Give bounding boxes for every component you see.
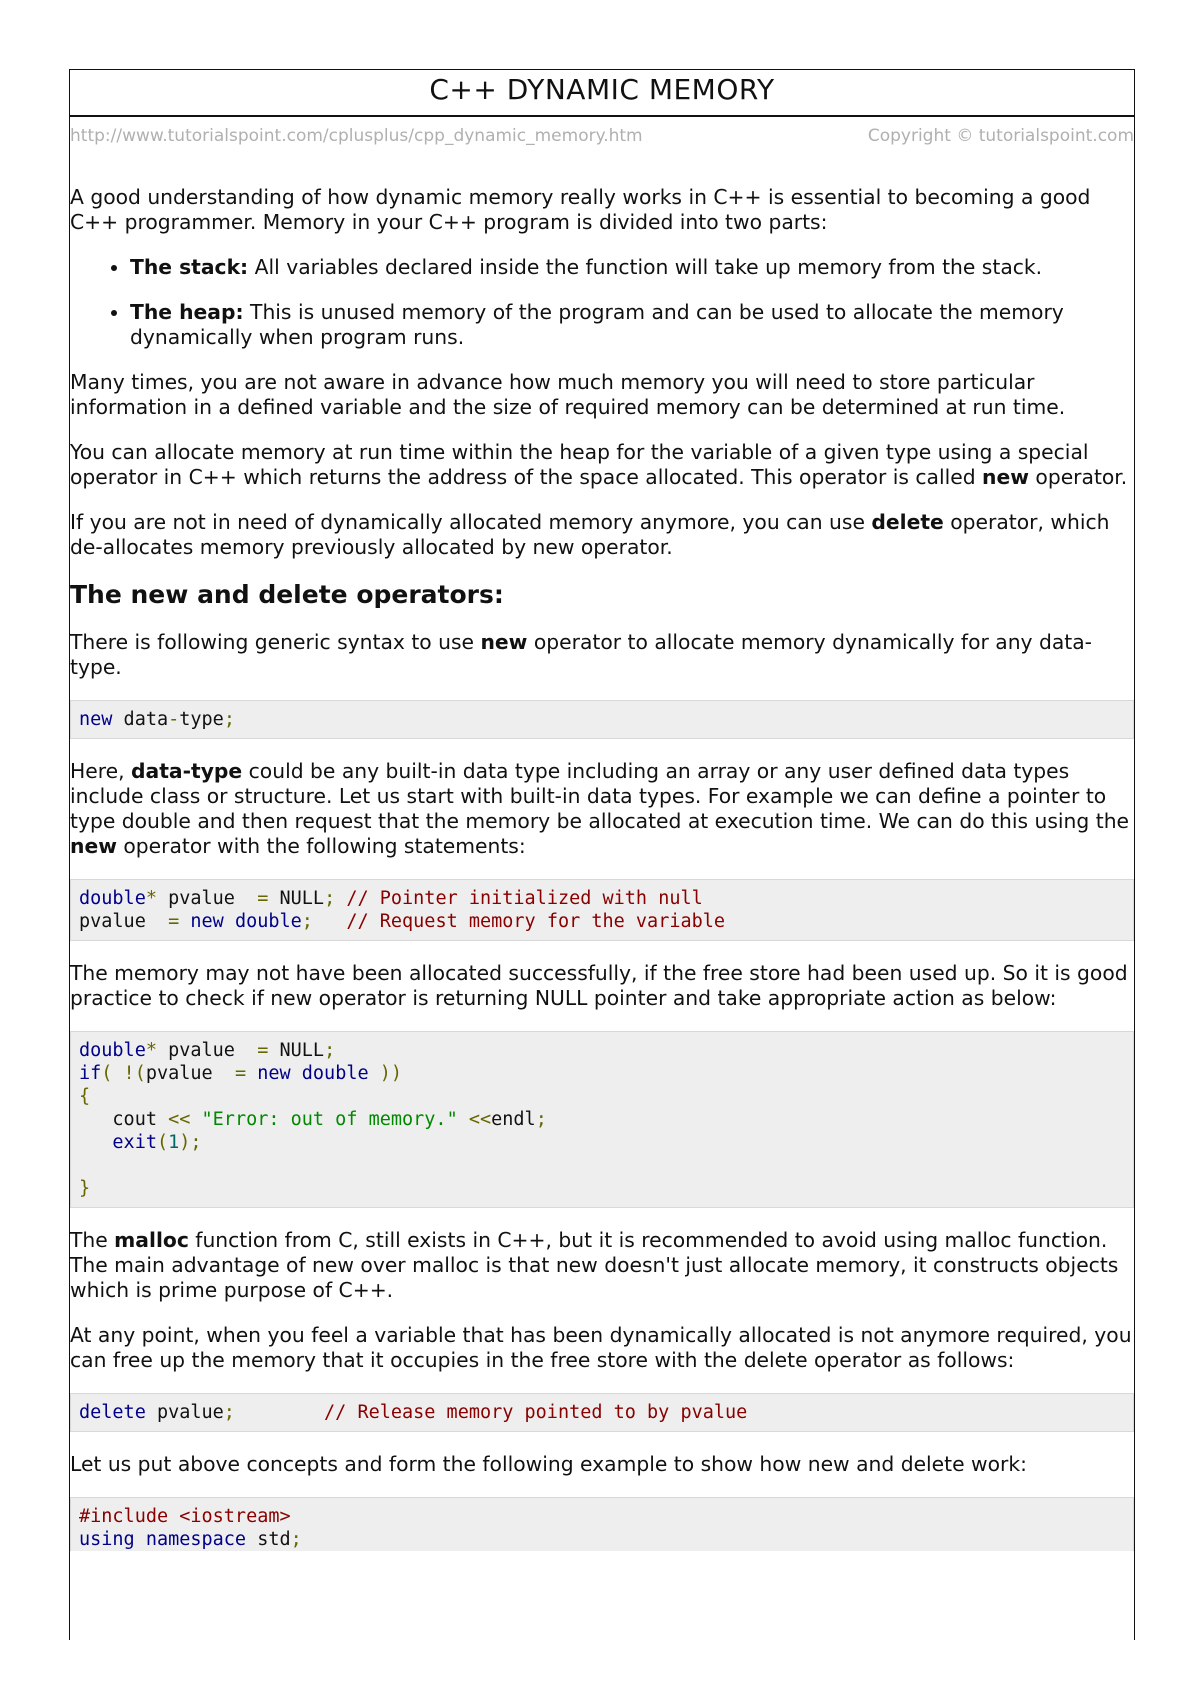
code-token: = [257, 1040, 269, 1061]
code-token: * [145, 1040, 157, 1061]
bold-new: new [70, 834, 117, 858]
paragraph-free: At any point, when you feel a variable that has been dynamically allocated is not anymore required, you can free up the memory that it occupies in the free store with the delete operator as follows: [70, 1323, 1132, 1372]
paragraph-check: The memory may not have been allocated successfully, if the free store had been used up. So it is good practice to check if new operator is returning NULL pointer and take appropriate action as below: [70, 961, 1128, 1010]
intro-paragraph: A good understanding of how dynamic memory really works in C++ is essential to becoming a good C++ programmer. Memory in your C++ program is divided into two parts: [70, 185, 1091, 234]
code-token: pvalue [156, 888, 258, 909]
code-token: double [79, 888, 146, 909]
code-token: ; [223, 709, 235, 730]
text-span: You can allocate memory at run time within the heap for the variable of a given type using a special operator in C++ which returns the address of the space allocated. This operator is called [70, 440, 1089, 489]
desc-stack: All variables declared inside the function will take up memory from the stack. [248, 255, 1043, 279]
code-token: = [257, 888, 269, 909]
code-block-delete [70, 1393, 1134, 1432]
code-token: - [168, 709, 180, 730]
code-token: using namespace [79, 1529, 247, 1550]
term-heap: The heap: [130, 300, 244, 324]
paragraph-delete [70, 510, 1134, 560]
paragraph-syntax [70, 630, 1134, 680]
paragraph-advance: Many times, you are not aware in advance how much memory you will need to store particular information in a defined variable and the size of required memory can be determined at run time. [70, 370, 1066, 419]
meta-row [70, 123, 1134, 149]
copyright-notice: Copyright © tutorialspoint.com [867, 126, 1134, 146]
code-token: ; [223, 1402, 235, 1423]
code-comment: // Request memory for the variable [312, 911, 726, 932]
text-span: There is following generic syntax to use [70, 630, 481, 654]
code-token: new double [179, 911, 302, 932]
code-block-new-double [70, 879, 1134, 941]
code-token: << [457, 1109, 492, 1130]
code-token: ; [324, 1040, 336, 1061]
code-token: delete [79, 1402, 146, 1423]
code-block-syntax [70, 700, 1134, 739]
bold-delete: delete [871, 510, 944, 534]
text-span: operator, which de-allocates memory previously allocated by new operator. [70, 510, 1110, 559]
paragraph-malloc [70, 1228, 1134, 1303]
code-token: type [179, 709, 224, 730]
article-body [70, 185, 1134, 1551]
code-token: ; [324, 888, 336, 909]
section-heading: The new and delete operators: [70, 580, 504, 609]
code-token: new double [246, 1063, 369, 1084]
code-token: std [246, 1529, 291, 1550]
desc-heap: This is unused memory of the program and can be used to allocate the memory dynamically when program runs. [130, 300, 1064, 349]
code-string: "Error: out of memory." [190, 1109, 458, 1130]
code-token: } [79, 1178, 91, 1199]
code-token: ; [290, 1529, 302, 1550]
code-block-null-check [70, 1031, 1134, 1208]
paragraph-example: Let us put above concepts and form the following example to show how new and delete work: [70, 1452, 1027, 1476]
page-title: C++ DYNAMIC MEMORY [70, 70, 1134, 117]
bold-new: new [982, 465, 1029, 489]
code-token: NULL [268, 1040, 325, 1061]
bold-data-type: data-type [131, 759, 243, 783]
text-span: operator with the following statements: [116, 834, 526, 858]
code-token: ( [156, 1132, 169, 1153]
code-number: 1 [168, 1132, 180, 1153]
code-token: if [79, 1063, 102, 1084]
source-url[interactable]: http://www.tutorialspoint.com/cplusplus/cpp_dynamic_memory.htm [70, 126, 643, 146]
code-token: endl [491, 1109, 536, 1130]
text-span: The [70, 1228, 115, 1252]
code-token: = [168, 911, 180, 932]
code-token: ); [179, 1132, 202, 1153]
page-frame [69, 69, 1135, 1640]
code-token: pvalue [156, 1040, 258, 1061]
code-token: !( [112, 1063, 146, 1084]
code-token: new [79, 709, 113, 730]
code-token: )) [368, 1063, 403, 1084]
code-token: pvalue [79, 911, 169, 932]
text-span: function from C, still exists in C++, but it is recommended to avoid using malloc function. The main advantage of new over malloc is that new doesn't just allocate memory, it constructs objects which is prime purpose of C++. [70, 1228, 1119, 1302]
text-span: operator. [1028, 465, 1128, 489]
code-token: pvalue [145, 1063, 235, 1084]
text-span: could be any built-in data type including an array or any user defined data types include class or structure. Let us start with built-in data types. For example we can define a pointer to type double and then request that the memory be allocated at execution time. We can do this using the [70, 759, 1130, 833]
code-token: ; [301, 911, 313, 932]
code-comment: // Pointer initialized with null [335, 888, 703, 909]
code-token: ; [535, 1109, 547, 1130]
text-span: Here, [70, 759, 131, 783]
list-item-stack [130, 255, 1134, 280]
code-comment: // Release memory pointed to by pvalue [234, 1402, 748, 1423]
code-token: data [112, 709, 169, 730]
code-token: cout [79, 1109, 169, 1130]
code-token: ( [101, 1063, 113, 1084]
code-token: { [79, 1086, 91, 1107]
bold-malloc: malloc [114, 1228, 189, 1252]
code-token: double [79, 1040, 146, 1061]
code-token: pvalue [145, 1402, 224, 1423]
code-token: = [234, 1063, 247, 1084]
code-token: exit [79, 1132, 157, 1153]
code-block-example [70, 1497, 1134, 1551]
code-token: << [168, 1109, 191, 1130]
code-preprocessor: #include <iostream> [79, 1506, 291, 1527]
paragraph-here [70, 759, 1134, 859]
code-token: NULL [268, 888, 325, 909]
memory-parts-list [70, 255, 1134, 350]
bold-new: new [480, 630, 528, 654]
text-span: operator to allocate memory dynamically for any data-type. [70, 630, 1092, 679]
term-stack: The stack: [130, 255, 249, 279]
paragraph-allocate [70, 440, 1134, 490]
list-item-heap [130, 300, 1134, 350]
code-token: * [145, 888, 157, 909]
text-span: If you are not in need of dynamically allocated memory anymore, you can use [70, 510, 872, 534]
